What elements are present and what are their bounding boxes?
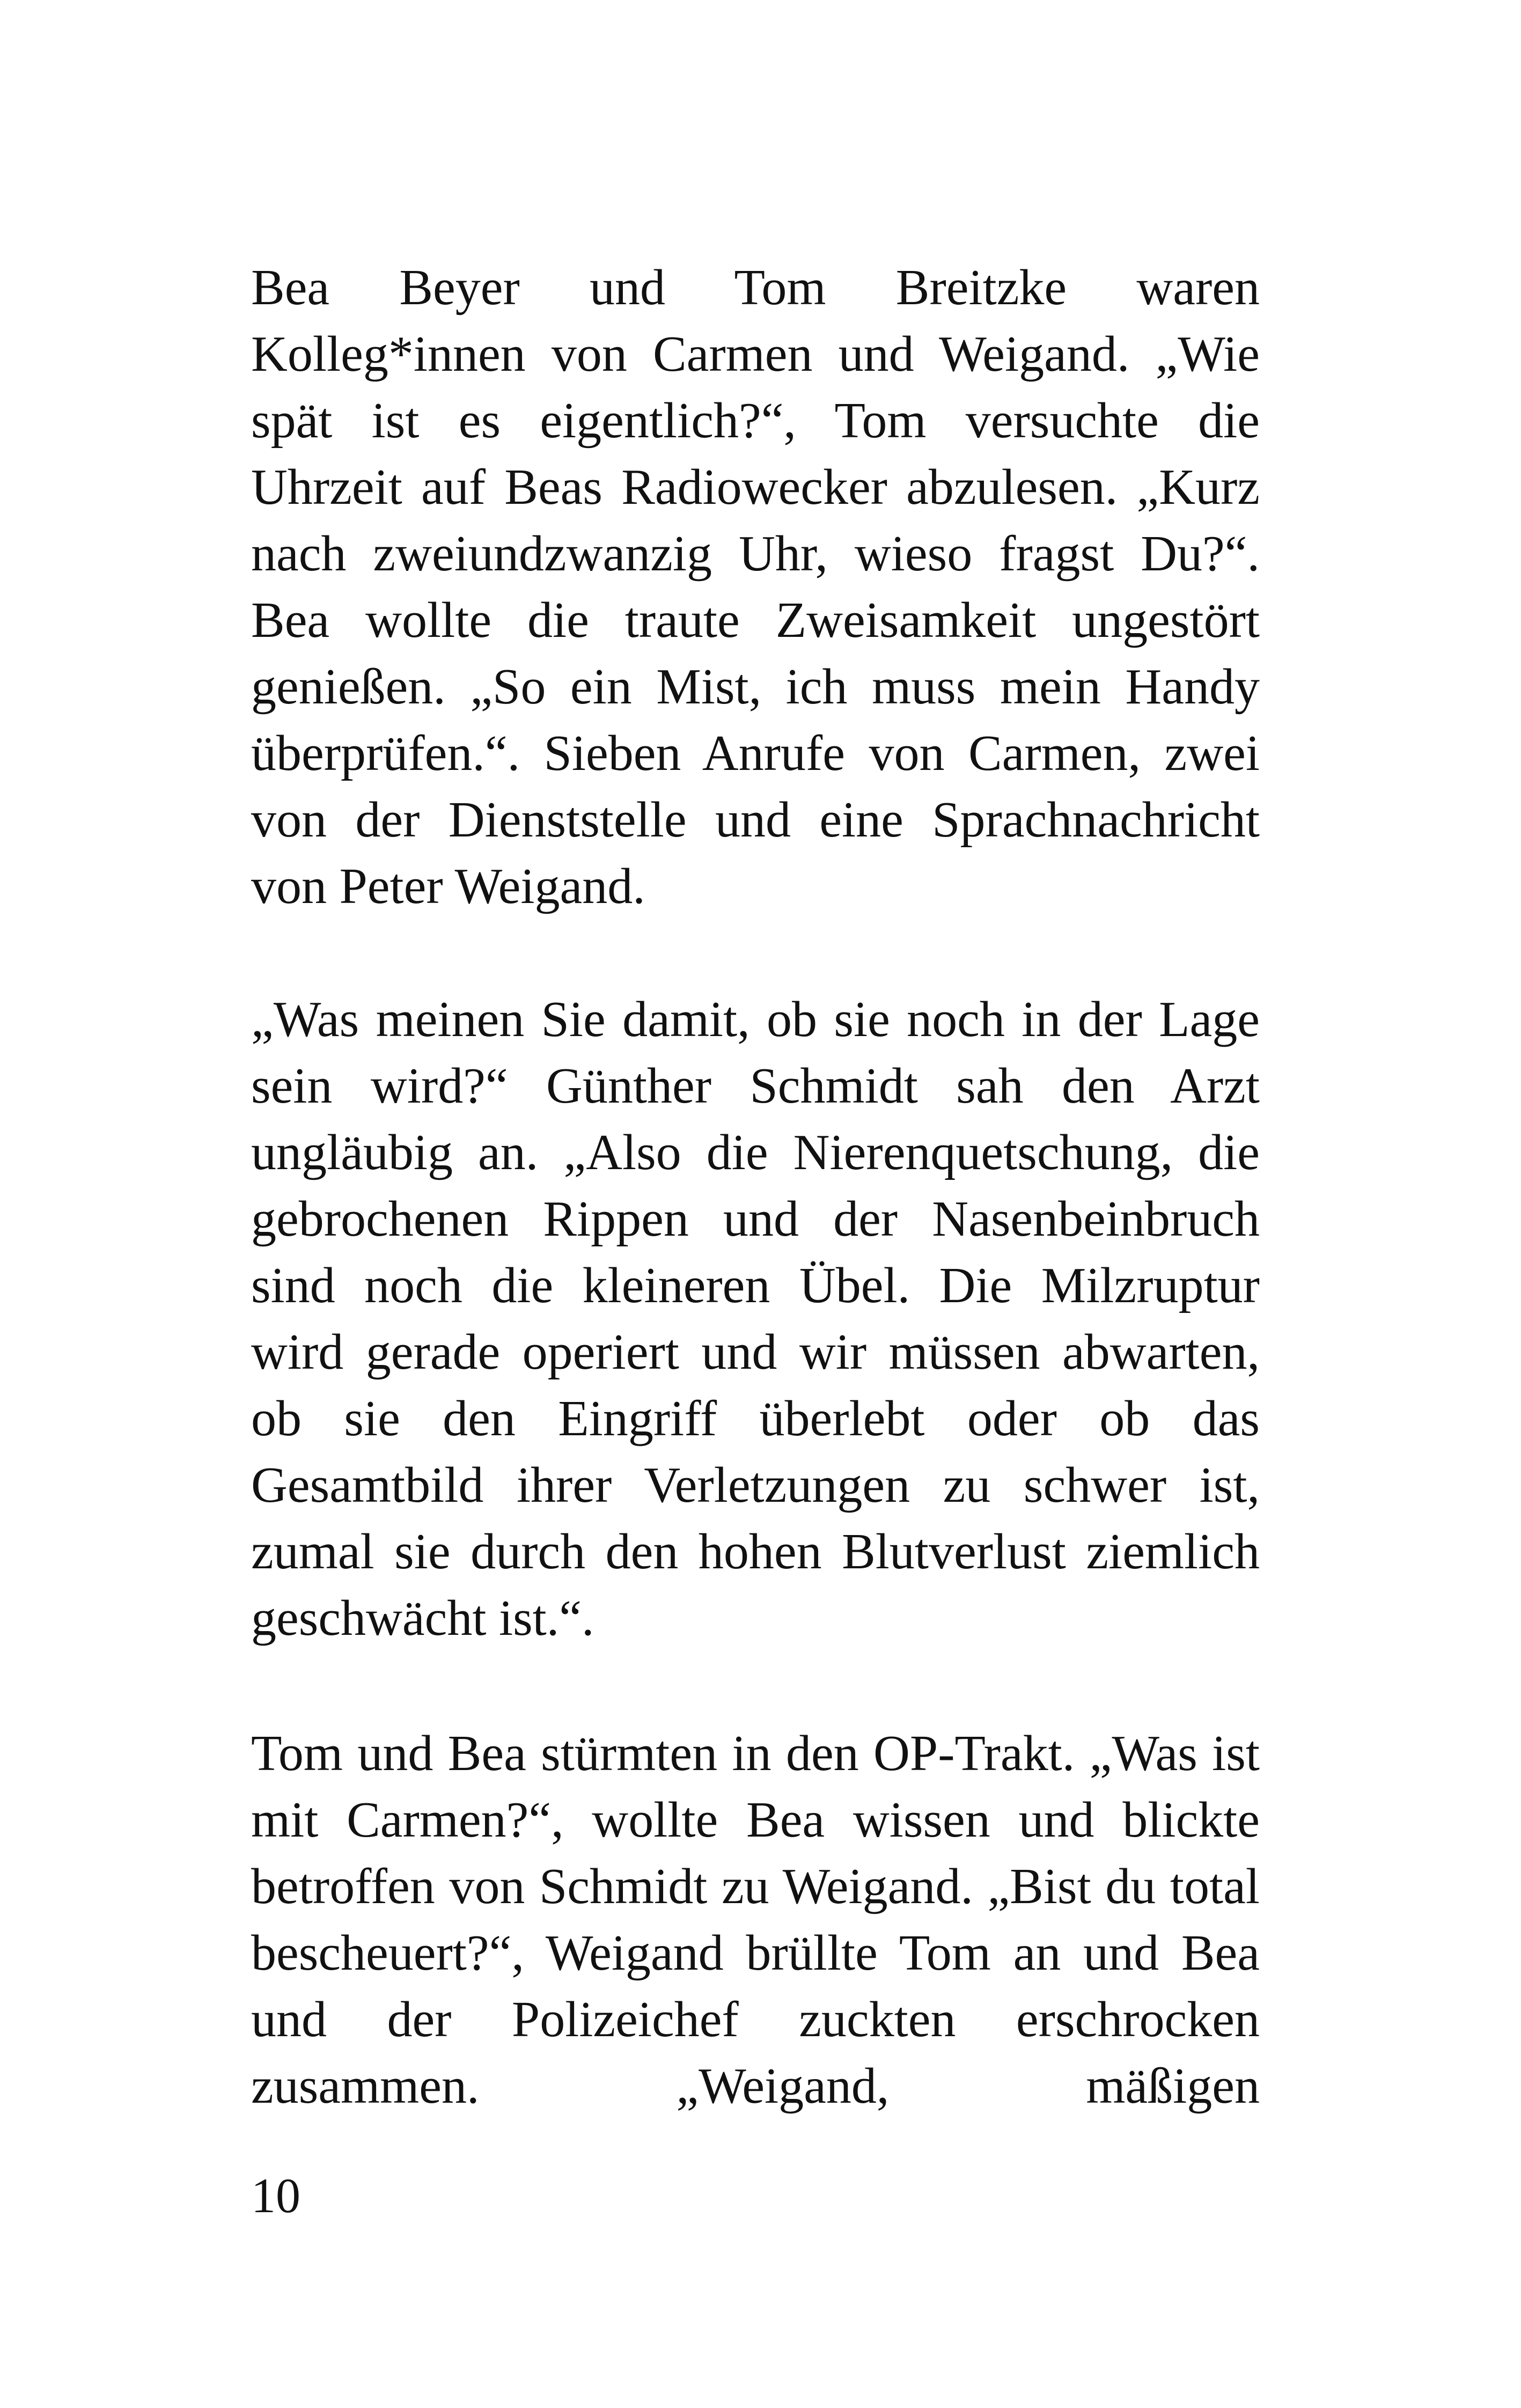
paragraph-1 [251,254,1260,920]
page-number: 10 [251,2168,300,2223]
paragraph-text: Tom und Bea stürmten in den OP-Trakt. „Was ist mit Carmen?“, wollte Bea wissen und blickte betroffen von Schmidt zu Weigand. „Bist du total bescheuert?“, Weigand brüllte Tom an und Bea und der Polizeichef zuckten erschrocken zusammen. „Weigand, mäßigen [251,1726,1260,2114]
paragraph-3 [251,1720,1260,2119]
paragraph-2 [251,986,1260,1651]
paragraph-text: Bea Beyer und Tom Breitzke waren Kolleg*innen von Carmen und Weigand. „Wie spät ist es eigentlich?“, Tom versuchte die Uhrzeit auf Beas Radiowecker abzulesen. „Kurz nach zweiundzwanzig Uhr, wieso fragst Du?“. Bea wollte die traute Zweisamkeit ungestört genießen. „So ein Mist, ich muss mein Handy überprüfen.“. Sieben Anrufe von Carmen, zwei von der Dienststelle und eine Sprachnachricht von Peter Weigand. [251,260,1260,914]
paragraph-text: „Was meinen Sie damit, ob sie noch in der Lage sein wird?“ Günther Schmidt sah den Arzt ungläubig an. „Also die Nierenquetschung, die gebrochenen Rippen und der Nasenbeinbruch sind noch die kleineren Übel. Die Milzruptur wird gerade operiert und wir müssen abwarten, ob sie den Eingriff überlebt oder ob das Gesamtbild ihrer Verletzungen zu schwer ist, zumal sie durch den hohen Blutverlust ziemlich geschwächt ist.“. [251,992,1260,1646]
